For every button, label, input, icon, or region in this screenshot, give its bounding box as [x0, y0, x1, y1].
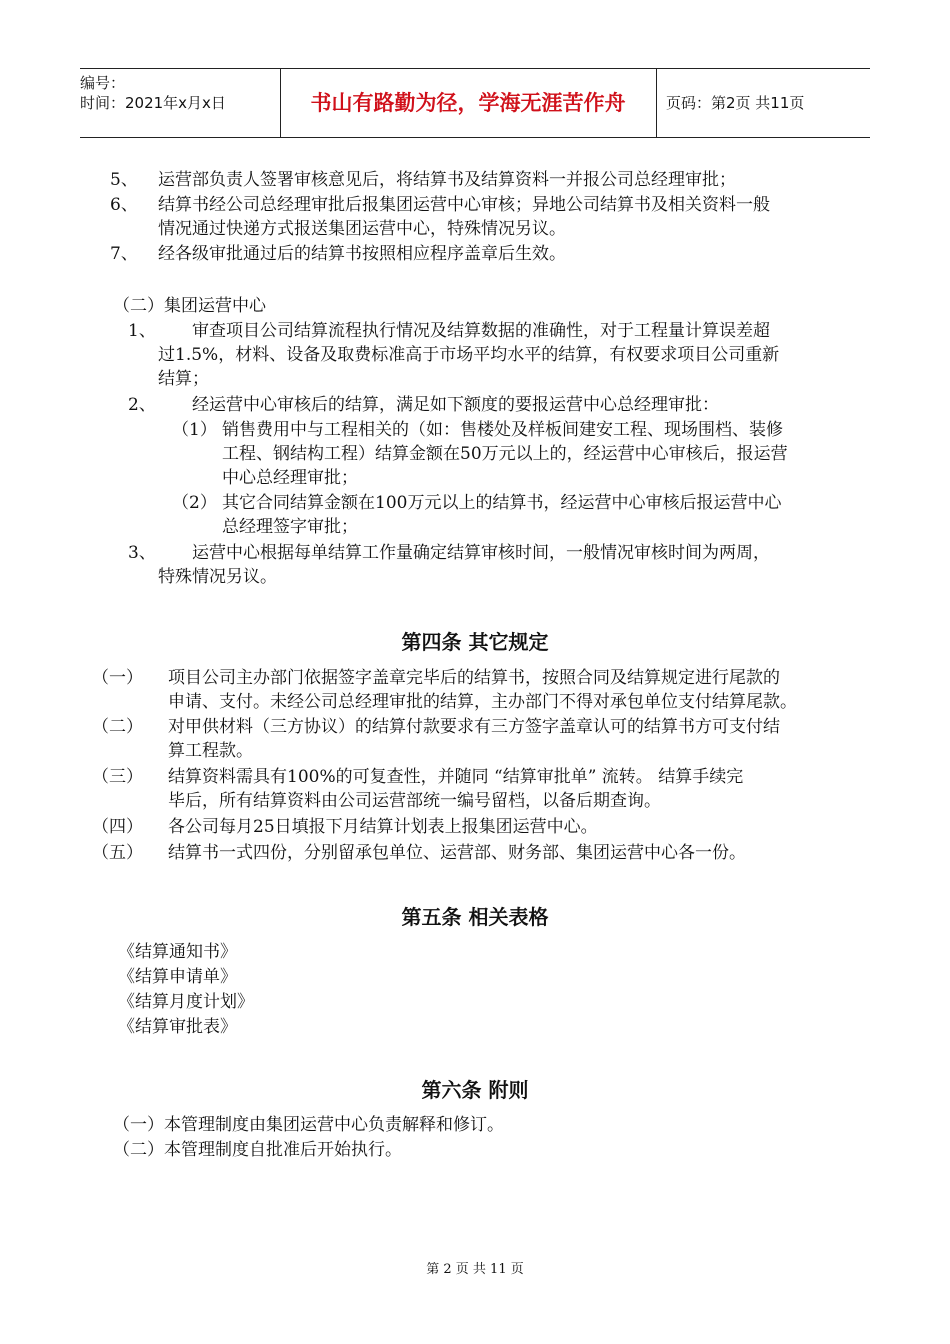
- item-text: 中心总经理审批；: [222, 468, 358, 488]
- item-number: 7、: [110, 244, 138, 264]
- item-text: 结算；: [158, 369, 209, 389]
- item-text: 各公司每月25日填报下月结算计划表上报集团运营中心。: [168, 817, 598, 837]
- page-header: [80, 68, 870, 138]
- item-number: （二）: [92, 717, 143, 737]
- document-number-label: 编号：: [80, 74, 126, 92]
- item-text: 算工程款。: [168, 741, 253, 761]
- form-title: 《结算月度计划》: [118, 992, 254, 1012]
- item-text: 结算资料需具有100%的可复查性，并随同 “结算审批单” 流转。 结算手续完: [168, 767, 744, 787]
- item-number: （1）: [172, 420, 217, 440]
- article-heading: 第四条 其它规定: [401, 630, 549, 654]
- item-text: 其它合同结算金额在100万元以上的结算书，经运营中心审核后报运营中心: [222, 493, 782, 513]
- item-text: 工程、钢结构工程）结算金额在50万元以上的，经运营中心审核后，报运营: [222, 444, 788, 464]
- item-text: 经各级审批通过后的结算书按照相应程序盖章后生效。: [158, 244, 566, 264]
- form-title: 《结算审批表》: [118, 1017, 237, 1037]
- page-footer: 第 2 页 共 11 页: [426, 1262, 524, 1277]
- item-text: 总经理签字审批；: [222, 517, 358, 537]
- form-title: 《结算通知书》: [118, 942, 237, 962]
- item-number: 5、: [110, 170, 138, 190]
- item-number: （一）: [92, 668, 143, 688]
- article-heading: 第五条 相关表格: [401, 905, 549, 929]
- item-text: 情况通过快递方式报送集团运营中心，特殊情况另议。: [158, 219, 566, 239]
- item-text: 经运营中心审核后的结算，满足如下额度的要报运营中心总经理审批：: [192, 395, 719, 415]
- subsection-title: （二）集团运营中心: [113, 296, 266, 316]
- item-text: 销售费用中与工程相关的（如：售楼处及样板间建安工程、现场围档、装修: [222, 420, 783, 440]
- item-text: 审查项目公司结算流程执行情况及结算数据的准确性，对于工程量计算误差超: [192, 321, 770, 341]
- item-number: 6、: [110, 195, 138, 215]
- item-number: 2、: [128, 395, 156, 415]
- item-text: （一）本管理制度由集团运营中心负责解释和修订。: [113, 1115, 504, 1135]
- item-number: 1、: [128, 321, 156, 341]
- header-page-info: 页码：第2页 共11页: [666, 94, 805, 112]
- header-meta: [80, 73, 280, 113]
- item-text: 结算书经公司总经理审批后报集团运营中心审核；异地公司结算书及相关资料一般: [158, 195, 770, 215]
- header-motto: 书山有路勤为径，学海无涯苦作舟: [310, 91, 626, 115]
- item-text: 过1.5%，材料、设备及取费标准高于市场平均水平的结算，有权要求项目公司重新: [158, 345, 780, 365]
- item-number: 3、: [128, 543, 156, 563]
- article-heading: 第六条 附则: [421, 1078, 529, 1102]
- document-date: 时间：2021年x月x日: [80, 94, 226, 112]
- item-text: 项目公司主办部门依据签字盖章完毕后的结算书，按照合同及结算规定进行尾款的: [168, 668, 780, 688]
- item-number: （四）: [92, 817, 143, 837]
- item-text: 对甲供材料（三方协议）的结算付款要求有三方签字盖章认可的结算书方可支付结: [168, 717, 780, 737]
- header-divider: [656, 69, 657, 137]
- item-text: 运营中心根据每单结算工作量确定结算审核时间，一般情况审核时间为两周，: [192, 543, 770, 563]
- item-number: （2）: [172, 493, 217, 513]
- item-text: （二）本管理制度自批准后开始执行。: [113, 1140, 402, 1160]
- item-text: 毕后，所有结算资料由公司运营部统一编号留档，以备后期查询。: [168, 791, 661, 811]
- item-text: 申请、支付。未经公司总经理审批的结算，主办部门不得对承包单位支付结算尾款。: [168, 692, 797, 712]
- item-text: 运营部负责人签署审核意见后，将结算书及结算资料一并报公司总经理审批；: [158, 170, 736, 190]
- item-text: 结算书一式四份，分别留承包单位、运营部、财务部、集团运营中心各一份。: [168, 843, 746, 863]
- item-number: （五）: [92, 843, 143, 863]
- form-title: 《结算申请单》: [118, 967, 237, 987]
- item-number: （三）: [92, 767, 143, 787]
- item-text: 特殊情况另议。: [158, 567, 277, 587]
